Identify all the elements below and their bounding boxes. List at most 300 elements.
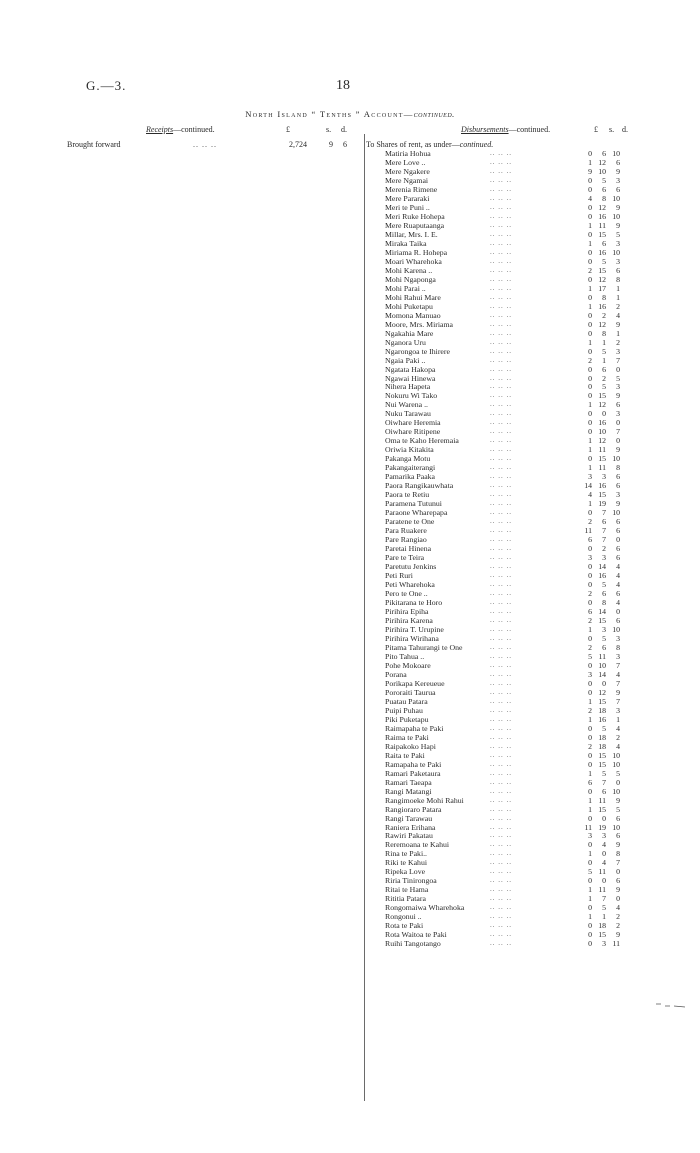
amount-shillings: 5 [602,768,606,778]
disbursements-heading-continued: —continued. [508,125,551,134]
table-row [0,239,700,248]
payee-name: Paora te Retiu [385,490,430,500]
payee-name: Pero te One .. [385,589,428,599]
amount-pounds: 11 [584,822,592,832]
amount-pence: 9 [616,840,620,850]
amount-pounds: 0 [588,418,592,428]
amount-pounds: 1 [588,912,592,922]
amount-shillings: 18 [598,741,606,751]
amount-shillings: 17 [598,283,606,293]
leader-dots: .. .. .. [490,939,512,948]
table-row [0,616,700,625]
leader-dots: .. .. .. [490,705,512,714]
payee-name: Ripeka Love [385,867,426,877]
amount-shillings: 6 [602,517,606,527]
leader-dots: .. .. .. [490,606,512,615]
payee-name: Pohe Mokoare [385,660,431,670]
amount-pounds: 1 [588,220,592,230]
disbursements-heading-label: Disbursements [461,125,509,134]
leader-dots: .. .. .. [490,696,512,705]
payee-name: Puatau Patara [385,696,428,706]
payee-name: Mohi Parai .. [385,283,426,293]
amount-pounds: 2 [588,615,592,625]
amount-pence: 9 [616,885,620,895]
table-row [0,167,700,176]
payee-name: Matiria Hohua [385,149,431,158]
amount-pounds: 11 [584,526,592,536]
leader-dots: .. .. .. [490,301,512,310]
amount-pounds: 4 [588,193,592,203]
amount-pence: 6 [616,526,620,536]
amount-pence: 3 [616,651,620,661]
payee-name: Pakanga Motu [385,454,431,464]
leader-dots: .. .. .. [490,876,512,885]
payee-name: Pirihira T. Urupine [385,624,444,634]
amount-pence: 3 [616,705,620,715]
amount-pence: 4 [616,723,620,733]
leader-dots: .. .. .. [490,831,512,840]
receipts-heading-label: Receipts [146,125,174,134]
amount-shillings: 16 [598,247,606,257]
payee-name: Nui Warena .. [385,400,428,410]
payee-name: Millar, Mrs. I. E. [385,229,438,239]
amount-shillings: 5 [602,633,606,643]
leader-dots: .. .. .. [490,184,512,193]
disbursements-pence-header: d. [622,125,628,134]
leader-dots: .. .. .. [490,786,512,795]
amount-shillings: 15 [598,490,606,500]
amount-shillings: 16 [598,481,606,491]
amount-pounds: 0 [588,211,592,221]
leader-dots: .. .. .. [490,714,512,723]
amount-pence: 5 [616,373,620,383]
leader-dots: .. .. .. [490,274,512,283]
amount-pounds: 0 [588,750,592,760]
amount-pence: 6 [616,517,620,527]
amount-pounds: 2 [588,705,592,715]
table-row [0,329,700,338]
amount-pence: 4 [616,598,620,607]
table-row [0,724,700,733]
amount-pence: 2 [616,732,620,742]
amount-pence: 6 [616,481,620,491]
payee-name: Ramari Taeapa [385,777,432,787]
amount-shillings: 16 [598,211,606,221]
amount-pence: 9 [616,220,620,230]
payee-name: Meri Ruke Hohepa [385,211,445,221]
table-row [0,365,700,374]
amount-pounds: 0 [588,903,592,913]
amount-shillings: 19 [598,499,606,509]
amount-pence: 9 [616,202,620,212]
table-row [0,517,700,526]
amount-shillings: 11 [598,445,606,455]
payee-name: Mohi Puketapu [385,301,433,311]
amount-pence: 6 [616,157,620,167]
amount-pounds: 0 [588,930,592,940]
amount-shillings: 5 [602,346,606,356]
payee-name: Rangimoeke Mohi Rahui [385,795,464,805]
table-row [0,275,700,284]
table-row [0,526,700,535]
amount-pounds: 1 [588,624,592,634]
leader-dots: .. .. .. [490,526,512,535]
table-row [0,643,700,652]
amount-shillings: 18 [598,732,606,742]
amount-shillings: 15 [598,804,606,814]
amount-shillings: 7 [602,894,606,904]
leader-dots: .. .. .. [490,759,512,768]
table-row [0,418,700,427]
amount-pence: 3 [616,382,620,392]
amount-shillings: 5 [602,723,606,733]
amount-pounds: 0 [588,732,592,742]
leader-dots: .. .. .. [490,732,512,741]
amount-pounds: 5 [588,867,592,877]
amount-pence: 0 [616,436,620,446]
amount-pounds: 0 [588,562,592,572]
amount-pounds: 1 [588,337,592,347]
amount-pounds: 6 [588,777,592,787]
table-row [0,697,700,706]
amount-pounds: 2 [588,355,592,365]
payee-name: Raimapaha te Paki [385,723,444,733]
amount-pounds: 1 [588,301,592,311]
leader-dots: .. .. .. [490,175,512,184]
table-row [0,185,700,194]
amount-shillings: 15 [598,265,606,275]
amount-pence: 2 [616,337,620,347]
amount-pence: 7 [616,427,620,437]
amount-pence: 10 [612,786,620,796]
amount-pounds: 3 [588,831,592,841]
payee-name: Oiwhare Heremia [385,418,441,428]
amount-pence: 9 [616,687,620,697]
leader-dots: .. .. .. [490,283,512,292]
leader-dots: .. .. .. [490,310,512,319]
table-row [0,652,700,661]
leader-dots: .. .. .. [490,921,512,930]
table-row [0,356,700,365]
amount-shillings: 3 [602,939,606,949]
table-row [0,158,700,167]
amount-pounds: 0 [588,508,592,518]
payee-name: Pare Rangiao [385,535,427,545]
leader-dots: .. .. .. [490,409,512,418]
amount-pence: 6 [616,472,620,482]
amount-pence: 9 [616,795,620,805]
amount-pounds: 1 [588,463,592,473]
amount-shillings: 0 [602,409,606,419]
payee-name: Ngatata Hakopa [385,364,436,374]
payee-name: Moari Wharehoka [385,256,442,266]
amount-pence: 2 [616,921,620,931]
amount-pounds: 0 [588,939,592,949]
leader-dots: .. .. .. [490,319,512,328]
payee-name: Miriama R. Hohepa [385,247,448,257]
amount-shillings: 12 [598,157,606,167]
amount-pounds: 0 [588,858,592,868]
table-row [0,553,700,562]
amount-pence: 7 [616,355,620,365]
amount-pounds: 0 [588,346,592,356]
page-code: G.—3. [86,78,127,93]
payee-name: Mohi Rahui Mare [385,292,441,302]
amount-pence: 10 [612,211,620,221]
table-row [0,454,700,463]
leader-dots: .. .. .. [490,220,512,229]
amount-shillings: 1 [602,912,606,922]
leader-dots: .. .. .. [490,687,512,696]
amount-pounds: 14 [584,481,592,491]
amount-shillings: 15 [598,229,606,239]
amount-shillings: 3 [602,831,606,841]
amount-pounds: 1 [588,499,592,509]
table-row [0,661,700,670]
receipts-pence-header: d. [341,125,347,134]
amount-pence: 4 [616,562,620,572]
leader-dots: .. .. .. [490,651,512,660]
payee-name: Rangi Tarawau [385,813,433,823]
amount-pounds: 2 [588,741,592,751]
leader-dots: .. .. .. [490,445,512,454]
payee-name: Rota te Paki [385,921,424,931]
payee-name: Pito Tahua .. [385,651,425,661]
leader-dots: .. .. .. [490,373,512,382]
amount-pence: 3 [616,409,620,419]
leader-dots: .. .. .. [490,337,512,346]
table-row [0,823,700,832]
leader-dots: .. .. .. [490,211,512,220]
amount-shillings: 0 [602,813,606,823]
leader-dots: .. .. .. [490,795,512,804]
amount-pounds: 0 [588,184,592,194]
amount-pence: 10 [612,750,620,760]
table-row [0,912,700,921]
amount-pounds: 0 [588,391,592,401]
amount-shillings: 2 [602,373,606,383]
amount-pounds: 4 [588,490,592,500]
payee-name: Mere Ngakere [385,166,430,176]
table-row [0,391,700,400]
amount-pence: 1 [616,714,620,724]
leader-dots: .. .. .. [490,508,512,517]
amount-pence: 3 [616,175,620,185]
amount-pence: 8 [616,849,620,859]
table-row [0,598,700,607]
amount-pounds: 0 [588,274,592,284]
leader-dots: .. .. .. [490,822,512,831]
to-shares-label: To Shares of rent, as under— [366,140,460,149]
table-row [0,338,700,347]
amount-pence: 2 [616,301,620,311]
payee-name: Pikitarana te Horo [385,598,443,607]
amount-shillings: 12 [598,400,606,410]
amount-shillings: 7 [602,777,606,787]
payee-name: Raipakoko Hapi [385,741,436,751]
payee-name: Pakangaiterangi [385,463,436,473]
payee-name: Nuku Tarawau [385,409,431,419]
leader-dots: .. .. .. [490,598,512,606]
amount-shillings: 15 [598,750,606,760]
amount-pounds: 0 [588,292,592,302]
payee-name: Rangioraro Patara [385,804,442,814]
amount-pounds: 0 [588,840,592,850]
payee-name: Oma te Kaho Heremaia [385,436,459,446]
table-row [0,436,700,445]
leader-dots: .. .. .. [490,149,512,157]
amount-pounds: 0 [588,364,592,374]
amount-pence: 7 [616,660,620,670]
table-row [0,751,700,760]
table-row [0,894,700,903]
payee-name: Ritai te Hama [385,885,429,895]
leader-dots: .. .. .. [490,930,512,939]
payee-name: Ngawai Hinewa [385,373,436,383]
amount-pounds: 2 [588,265,592,275]
table-row [0,831,700,840]
amount-shillings: 5 [602,580,606,590]
amount-pounds: 0 [588,328,592,338]
amount-pounds: 0 [588,723,592,733]
amount-shillings: 6 [602,786,606,796]
amount-pence: 10 [612,759,620,769]
amount-shillings: 6 [602,184,606,194]
amount-pence: 3 [616,238,620,248]
payee-name: Paretai Hinena [385,544,432,554]
payee-name: Mere Love .. [385,157,426,167]
amount-pounds: 0 [588,921,592,931]
amount-pounds: 0 [588,319,592,329]
leader-dots: .. .. .. [490,391,512,400]
payee-name: Oiwhare Ritipene [385,427,441,437]
amount-pounds: 6 [588,606,592,616]
table-row [0,382,700,391]
amount-pounds: 1 [588,795,592,805]
table-row [0,778,700,787]
payee-name: Pare te Teira [385,553,425,563]
amount-shillings: 1 [602,355,606,365]
amount-shillings: 16 [598,301,606,311]
amount-shillings: 11 [598,867,606,877]
amount-shillings: 12 [598,319,606,329]
amount-pence: 6 [616,589,620,599]
stray-mark [655,1001,689,1009]
leader-dots: .. .. .. [490,382,512,391]
table-row [0,634,700,643]
amount-pounds: 0 [588,786,592,796]
amount-pence: 6 [616,544,620,554]
amount-pence: 6 [616,831,620,841]
amount-pounds: 0 [588,310,592,320]
table-row [0,149,700,158]
amount-shillings: 3 [602,624,606,634]
table-row [0,284,700,293]
payee-name: Paora Rangikauwhata [385,481,454,491]
payee-name: Nihera Hapeta [385,382,431,392]
table-row [0,212,700,221]
amount-pence: 6 [616,813,620,823]
payee-name: Ngaia Paki .. [385,355,426,365]
payee-name: Ramapaha te Paki [385,759,442,769]
leader-dots: .. .. .. [490,768,512,777]
table-row [0,266,700,275]
amount-pounds: 1 [588,400,592,410]
table-row [0,876,700,885]
amount-pence: 8 [616,642,620,652]
payee-name: Ramari Paketaura [385,768,441,778]
table-row [0,311,700,320]
amount-pence: 3 [616,346,620,356]
leader-dots: .. .. .. [490,427,512,436]
table-row [0,194,700,203]
amount-shillings: 15 [598,930,606,940]
payee-name: Nokuru Wi Tako [385,391,438,401]
leader-dots: .. .. .. [490,193,512,202]
amount-pounds: 0 [588,409,592,419]
leader-dots: .. .. .. [490,723,512,732]
amount-pence: 11 [612,939,620,949]
amount-pounds: 0 [588,687,592,697]
amount-shillings: 7 [602,526,606,536]
table-row [0,787,700,796]
table-row [0,805,700,814]
table-row [0,409,700,418]
amount-pence: 4 [616,571,620,581]
leader-dots: .. .. .. [490,669,512,678]
amount-pence: 9 [616,166,620,176]
amount-shillings: 14 [598,562,606,572]
leader-dots: .. .. .. [490,202,512,211]
payee-name: Para Ruakere [385,526,427,536]
leader-dots: .. .. .. [490,292,512,301]
title-main: North Island “ Tenths ” Account— [245,109,414,119]
amount-pounds: 0 [588,571,592,581]
table-row [0,796,700,805]
leader-dots: .. .. .. [490,660,512,669]
leader-dots: .. .. .. [490,436,512,445]
leader-dots: .. .. .. [490,580,512,589]
amount-pounds: 9 [588,166,592,176]
receipts-heading [146,125,215,134]
amount-shillings: 5 [602,256,606,266]
payee-name: Paretutu Jenkins [385,562,437,572]
amount-shillings: 3 [602,553,606,563]
table-row [0,814,700,823]
table-row [0,490,700,499]
table-row [0,903,700,912]
amount-pence: 10 [612,247,620,257]
leader-dots: .. .. .. [490,535,512,544]
amount-pence: 5 [616,804,620,814]
amount-shillings: 11 [598,885,606,895]
payee-name: Porana [385,669,407,679]
leader-dots: .. .. .. [490,894,512,903]
amount-pounds: 0 [588,256,592,266]
amount-pence: 0 [616,418,620,428]
table-row [0,715,700,724]
payee-name: Porikapa Kereueue [385,678,445,688]
amount-shillings: 1 [602,337,606,347]
amount-shillings: 8 [602,598,606,607]
amount-pounds: 0 [588,229,592,239]
receipts-shillings-header: s. [326,125,332,134]
table-row [0,679,700,688]
amount-shillings: 11 [598,463,606,473]
amount-pence: 10 [612,454,620,464]
amount-pounds: 0 [588,382,592,392]
amount-pence: 6 [616,553,620,563]
